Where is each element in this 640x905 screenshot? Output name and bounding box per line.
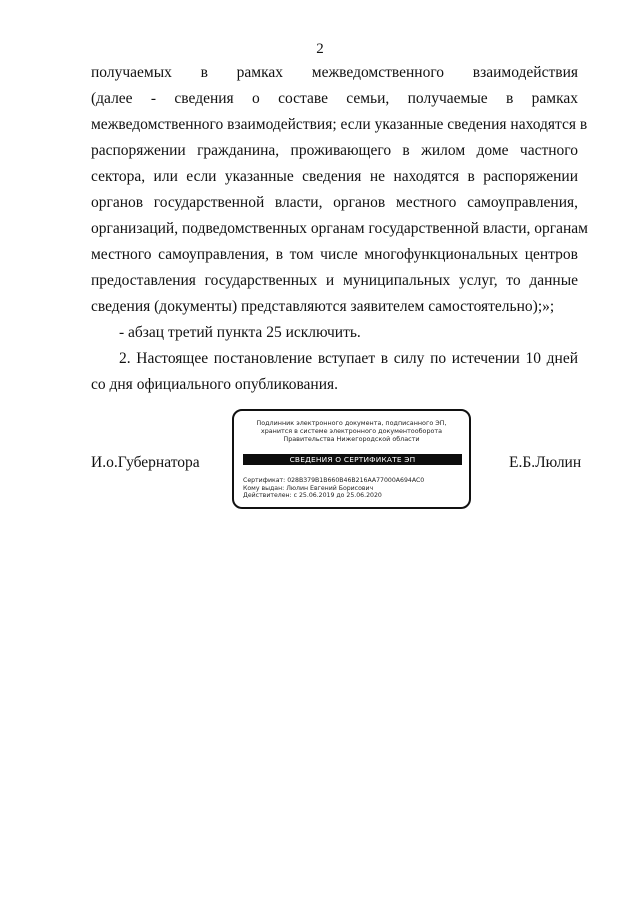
issued-to-value: Люлин Евгений Борисович: [286, 484, 374, 492]
stamp-header-line: хранится в системе электронного документооборота: [260, 427, 443, 435]
certificate-value: 028B379B1B660B46B216AA77000A694AC0: [287, 477, 425, 484]
valid-row: [243, 492, 465, 500]
page-number: 2: [316, 41, 324, 57]
text-line: - абзац третий пункта 25 исключить.: [119, 324, 361, 341]
signer-name: Е.Б.Люлин: [509, 454, 582, 471]
text-line: межведомственного взаимодействия; если указанные сведения находятся в: [91, 116, 588, 133]
valid-value: с 25.06.2019 до 25.06.2020: [293, 492, 382, 500]
text-line: органов государственной власти, органов местного самоуправления,: [91, 194, 578, 211]
text-line: со дня официального опубликования.: [91, 376, 339, 393]
text-line: организаций, подведомственных органам государственной власти, органам: [91, 220, 588, 237]
electronic-signature-stamp: [232, 409, 471, 509]
text-line: распоряжении гражданина, проживающего в жилом доме частного: [91, 142, 578, 159]
stamp-title: СВЕДЕНИЯ О СЕРТИФИКАТЕ ЭП: [243, 454, 462, 465]
signature-block: [0, 409, 640, 519]
document-body: [91, 60, 588, 398]
text-line: (далее - сведения о составе семьи, получаемые в рамках: [91, 90, 578, 107]
certificate-row: [243, 477, 465, 485]
text-line: сектора, или если указанные сведения не находятся в распоряжении: [91, 168, 578, 185]
stamp-header-line: Правительства Нижегородской области: [283, 435, 420, 443]
text-line: получаемых в рамках межведомственного взаимодействия: [91, 64, 578, 81]
text-line: 2. Настоящее постановление вступает в силу по истечении 10 дней: [119, 350, 578, 367]
text-line: предоставления государственных и муниципальных услуг, то данные: [91, 272, 578, 289]
stamp-header-line: Подлинник электронного документа, подписанного ЭП,: [256, 419, 447, 427]
text-line: сведения (документы) представляются заявителем самостоятельно);»;: [91, 298, 555, 315]
valid-label: Действителен:: [243, 492, 292, 500]
stamp-details: [243, 477, 465, 500]
issued-to-label: Кому выдан:: [243, 484, 285, 492]
stamp-header: [234, 419, 469, 443]
signer-position: И.о.Губернатора: [91, 454, 200, 471]
certificate-label: Сертификат:: [243, 477, 286, 484]
text-line: местного самоуправления, в том числе многофункциональных центров: [91, 246, 578, 263]
